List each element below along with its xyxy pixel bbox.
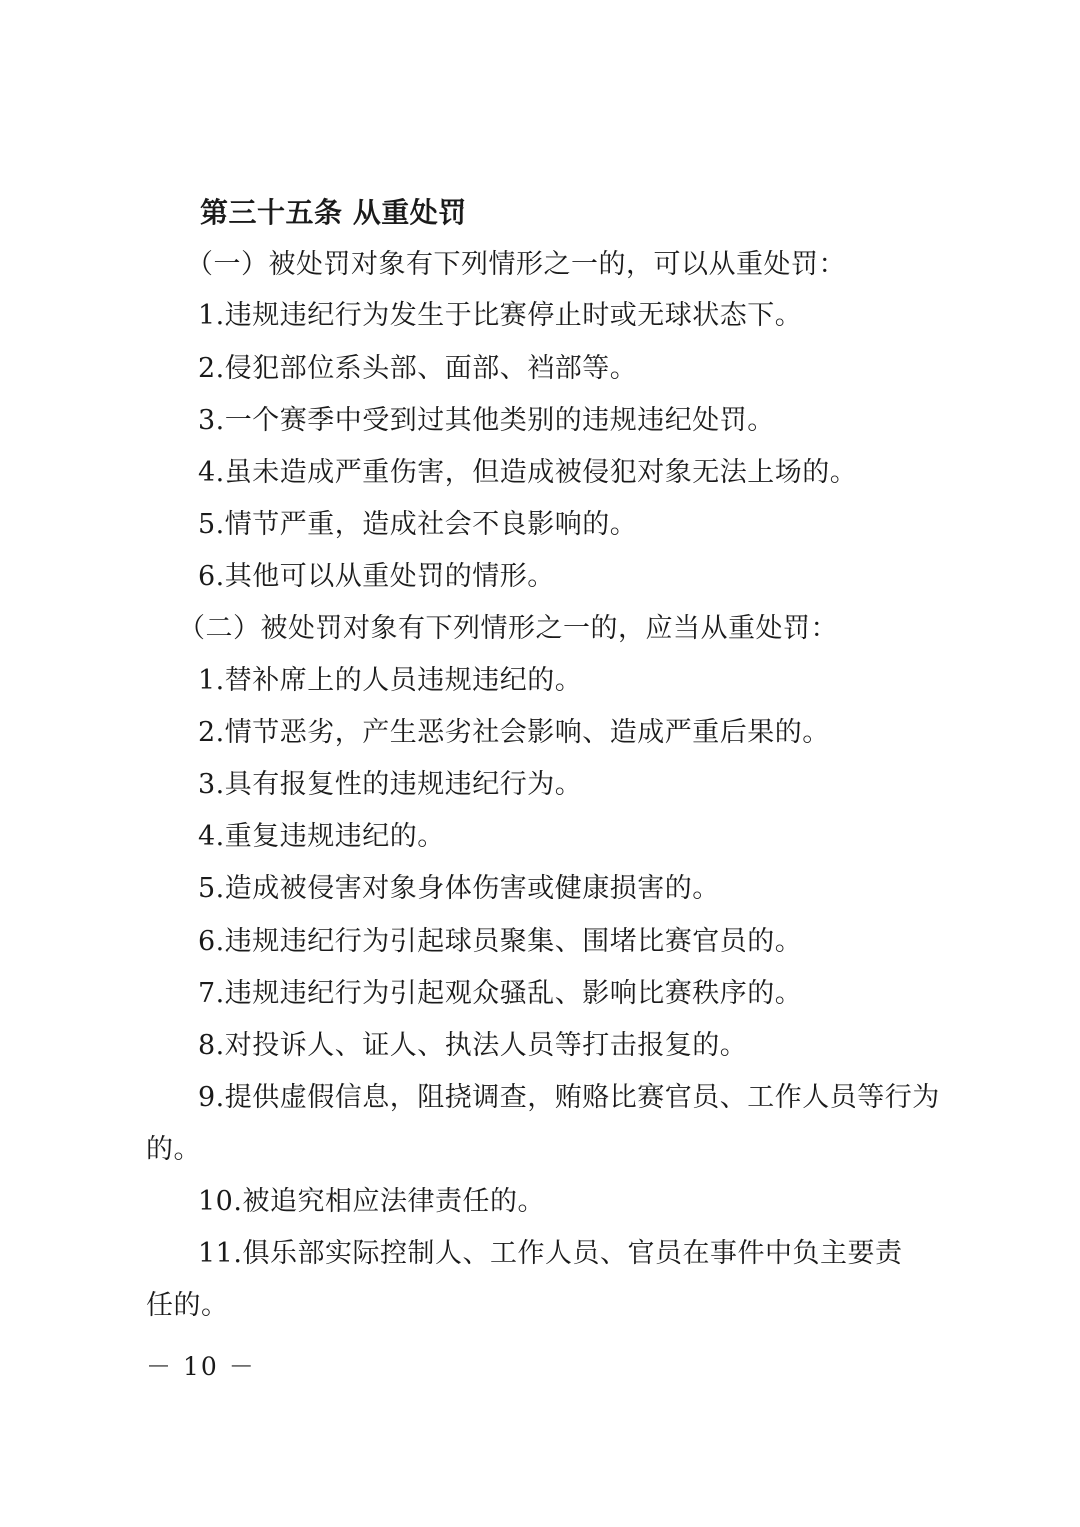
article-title: 第三十五条 从重处罚 bbox=[200, 196, 467, 229]
list-item: 3.一个赛季中受到过其他类别的违规违纪处罚。 bbox=[198, 405, 775, 436]
list-item-continuation: 的。 bbox=[146, 1134, 201, 1165]
list-item: 6.违规违纪行为引起球员聚集、围堵比赛官员的。 bbox=[198, 926, 803, 957]
list-item: 2.侵犯部位系头部、面部、裆部等。 bbox=[198, 353, 638, 384]
list-item: 11.俱乐部实际控制人、工作人员、官员在事件中负主要责 bbox=[198, 1238, 903, 1269]
list-item: 1.替补席上的人员违规违纪的。 bbox=[198, 665, 583, 696]
page-number: － 10 － bbox=[146, 1352, 256, 1381]
section-one-heading: （一）被处罚对象有下列情形之一的，可以从重处罚： bbox=[186, 249, 846, 280]
list-item: 4.重复违规违纪的。 bbox=[198, 821, 445, 852]
list-item: 5.情节严重，造成社会不良影响的。 bbox=[198, 509, 638, 540]
list-item: 8.对投诉人、证人、执法人员等打击报复的。 bbox=[198, 1030, 748, 1061]
list-item: 5.造成被侵害对象身体伤害或健康损害的。 bbox=[198, 873, 720, 904]
list-item: 4.虽未造成严重伤害，但造成被侵犯对象无法上场的。 bbox=[198, 457, 858, 488]
list-item: 6.其他可以从重处罚的情形。 bbox=[198, 561, 555, 592]
list-item-continuation: 任的。 bbox=[146, 1290, 229, 1321]
list-item: 1.违规违纪行为发生于比赛停止时或无球状态下。 bbox=[198, 300, 803, 331]
section-two-heading: （二）被处罚对象有下列情形之一的，应当从重处罚： bbox=[178, 613, 838, 644]
list-item: 9.提供虚假信息，阻挠调查，贿赂比赛官员、工作人员等行为 bbox=[198, 1082, 940, 1113]
list-item: 7.违规违纪行为引起观众骚乱、影响比赛秩序的。 bbox=[198, 978, 803, 1009]
list-item: 10.被追究相应法律责任的。 bbox=[198, 1186, 545, 1217]
list-item: 2.情节恶劣，产生恶劣社会影响、造成严重后果的。 bbox=[198, 717, 830, 748]
list-item: 3.具有报复性的违规违纪行为。 bbox=[198, 769, 583, 800]
